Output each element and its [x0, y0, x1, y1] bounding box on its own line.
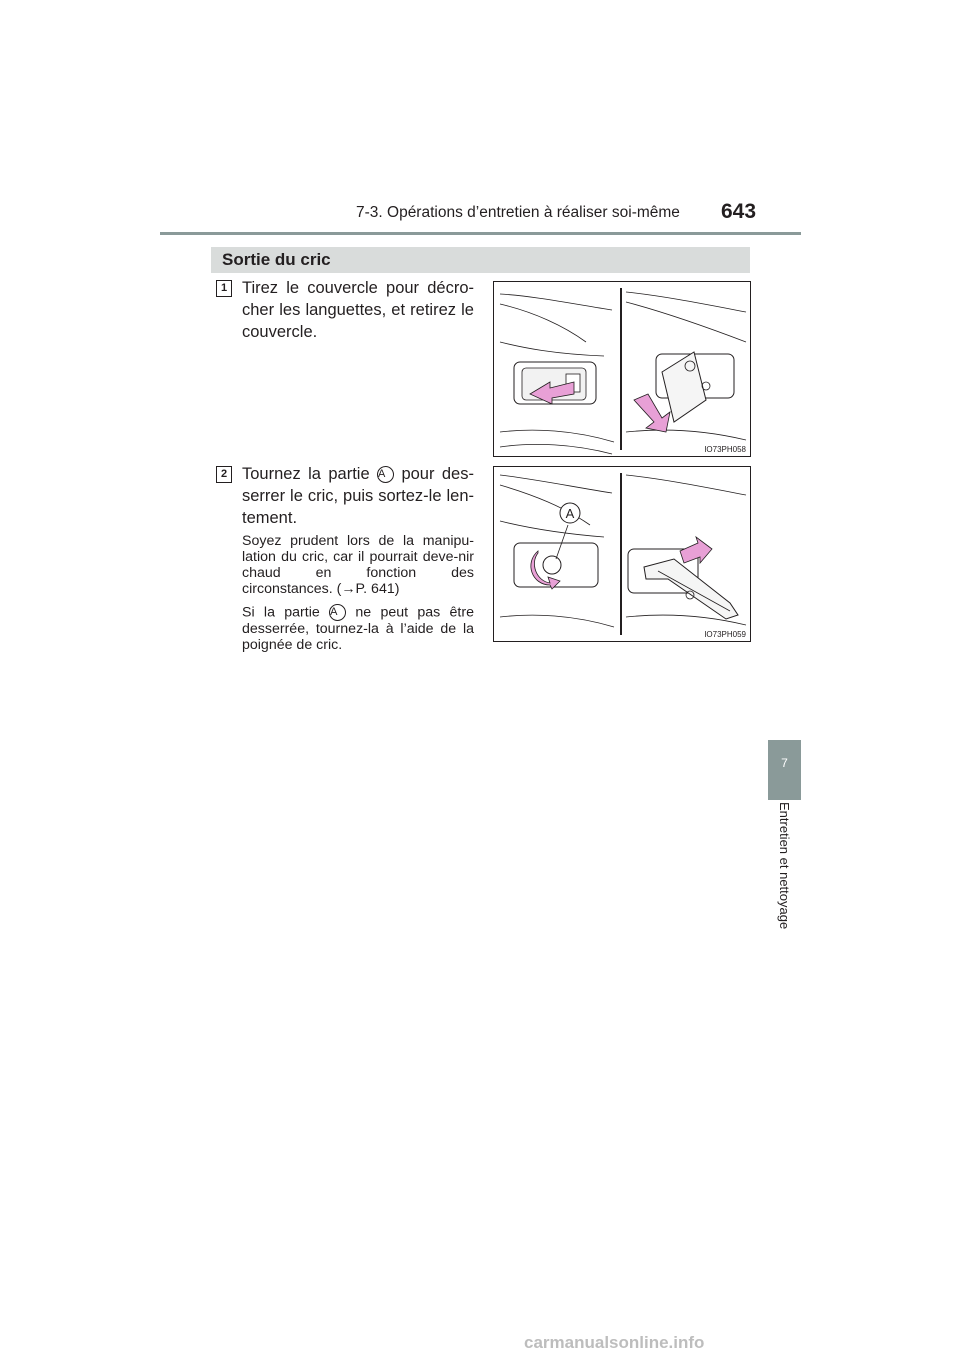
step-2-note-heat: Soyez prudent lors de la manipu-lation du cric, car il pourrait deve-nir chaud en fonction des circonstances. (→P. 641): [242, 533, 474, 597]
step-1-image-code: IO73PH058: [704, 445, 746, 454]
cover-removal-drawing: [494, 282, 750, 456]
part-a-marker: A: [329, 604, 346, 621]
image-label-a: A: [565, 506, 575, 521]
step-1-number: 1: [216, 280, 232, 297]
step-2-note-handle: Si la partie A ne peut pas être desserrée, tournez-la à l’aide de la poignée de cric.: [242, 604, 474, 653]
step-2-number: 2: [216, 466, 232, 483]
chapter-tab: [768, 740, 801, 800]
header-divider: [160, 232, 801, 235]
section-title: Sortie du cric: [222, 250, 331, 269]
chapter-number: 7: [781, 756, 788, 770]
step-1-illustration: [493, 281, 751, 457]
header-title: 7-3. Opérations d’entretien à réaliser soi-même: [356, 204, 680, 221]
step-2-notes: [242, 533, 474, 653]
step-2-image-code: IO73PH059: [704, 630, 746, 639]
step-2-illustration: [493, 466, 751, 642]
step-1-text: Tirez le couvercle pour décro-cher les languettes, et retirez le couvercle.: [242, 279, 474, 341]
footer-watermark: carmanualsonline.info: [524, 1333, 705, 1352]
step-2-text: Tournez la partie A pour des-serrer le cric, puis sortez-le len-tement.: [242, 465, 474, 527]
page-number: 643: [721, 200, 757, 223]
chapter-label: Entretien et nettoyage: [777, 802, 792, 930]
part-a-marker: A: [377, 466, 394, 483]
jack-removal-drawing: [494, 467, 750, 641]
